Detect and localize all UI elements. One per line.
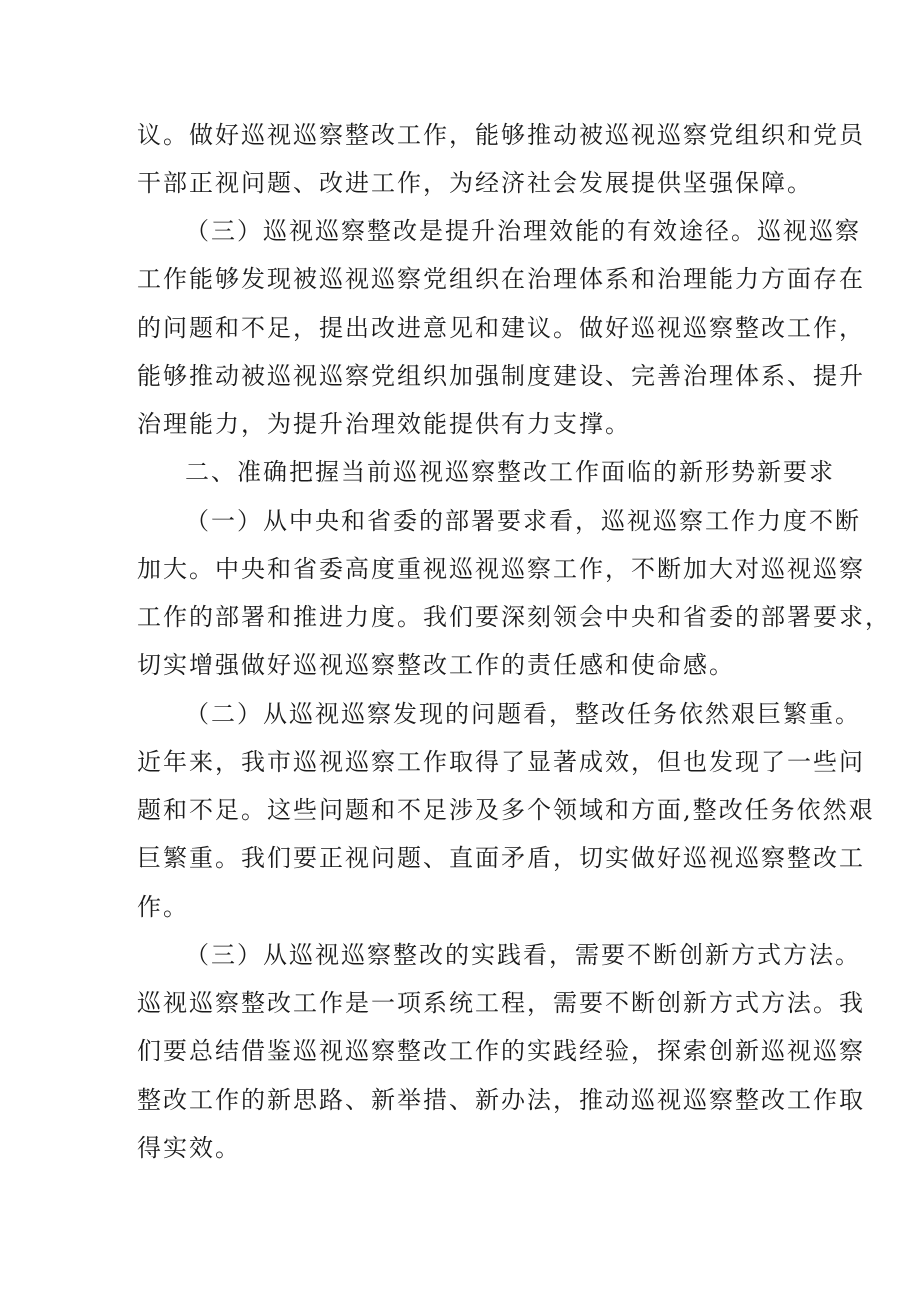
text-line: 的问题和不足，提出改进意见和建议。做好巡视巡察整改工作， xyxy=(137,314,865,342)
text-line: 切实增强做好巡视巡察整改工作的责任感和使命感。 xyxy=(137,651,735,679)
text-line: 题和不足。这些问题和不足涉及多个领域和方面,整改任务依然艰 xyxy=(137,796,875,824)
section-heading: （三）从巡视巡察整改的实践看，需要不断创新方式方法。 xyxy=(185,941,861,969)
text-line: 巨繁重。我们要正视问题、直面矛盾，切实做好巡视巡察整改工 xyxy=(137,844,865,872)
section-heading: （二）从巡视巡察发现的问题看，整改任务依然艰巨繁重。 xyxy=(185,700,861,728)
text-line: 工作的部署和推进力度。我们要深刻领会中央和省委的部署要求， xyxy=(137,603,891,631)
text-line: 巡视巡察整改工作是一项系统工程，需要不断创新方式方法。我 xyxy=(137,989,865,1017)
text-line: 作。 xyxy=(137,893,189,921)
section-heading: （三）巡视巡察整改是提升治理效能的有效途径。巡视巡察 xyxy=(185,217,861,245)
text-line: 工作能够发现被巡视巡察党组织在治理体系和治理能力方面存在 xyxy=(137,265,865,293)
text-line: 能够推动被巡视巡察党组织加强制度建设、完善治理体系、提升 xyxy=(137,362,865,390)
text-line: 加大。中央和省委高度重视巡视巡察工作，不断加大对巡视巡察 xyxy=(137,555,865,583)
text-line: 干部正视问题、改进工作，为经济社会发展提供坚强保障。 xyxy=(137,169,813,197)
text-line: 治理能力，为提升治理效能提供有力支撑。 xyxy=(137,410,631,438)
section-heading: （一）从中央和省委的部署要求看，巡视巡察工作力度不断 xyxy=(185,507,861,535)
text-line: 议。做好巡视巡察整改工作，能够推动被巡视巡察党组织和党员 xyxy=(137,121,865,149)
text-line: 得实效。 xyxy=(137,1134,241,1162)
text-line: 整改工作的新思路、新举措、新办法，推动巡视巡察整改工作取 xyxy=(137,1086,865,1114)
text-line: 近年来，我市巡视巡察工作取得了显著成效，但也发现了一些问 xyxy=(137,748,865,776)
chapter-heading: 二、准确把握当前巡视巡察整改工作面临的新形势新要求 xyxy=(185,458,835,486)
text-line: 们要总结借鉴巡视巡察整改工作的实践经验，探索创新巡视巡察 xyxy=(137,1037,865,1065)
